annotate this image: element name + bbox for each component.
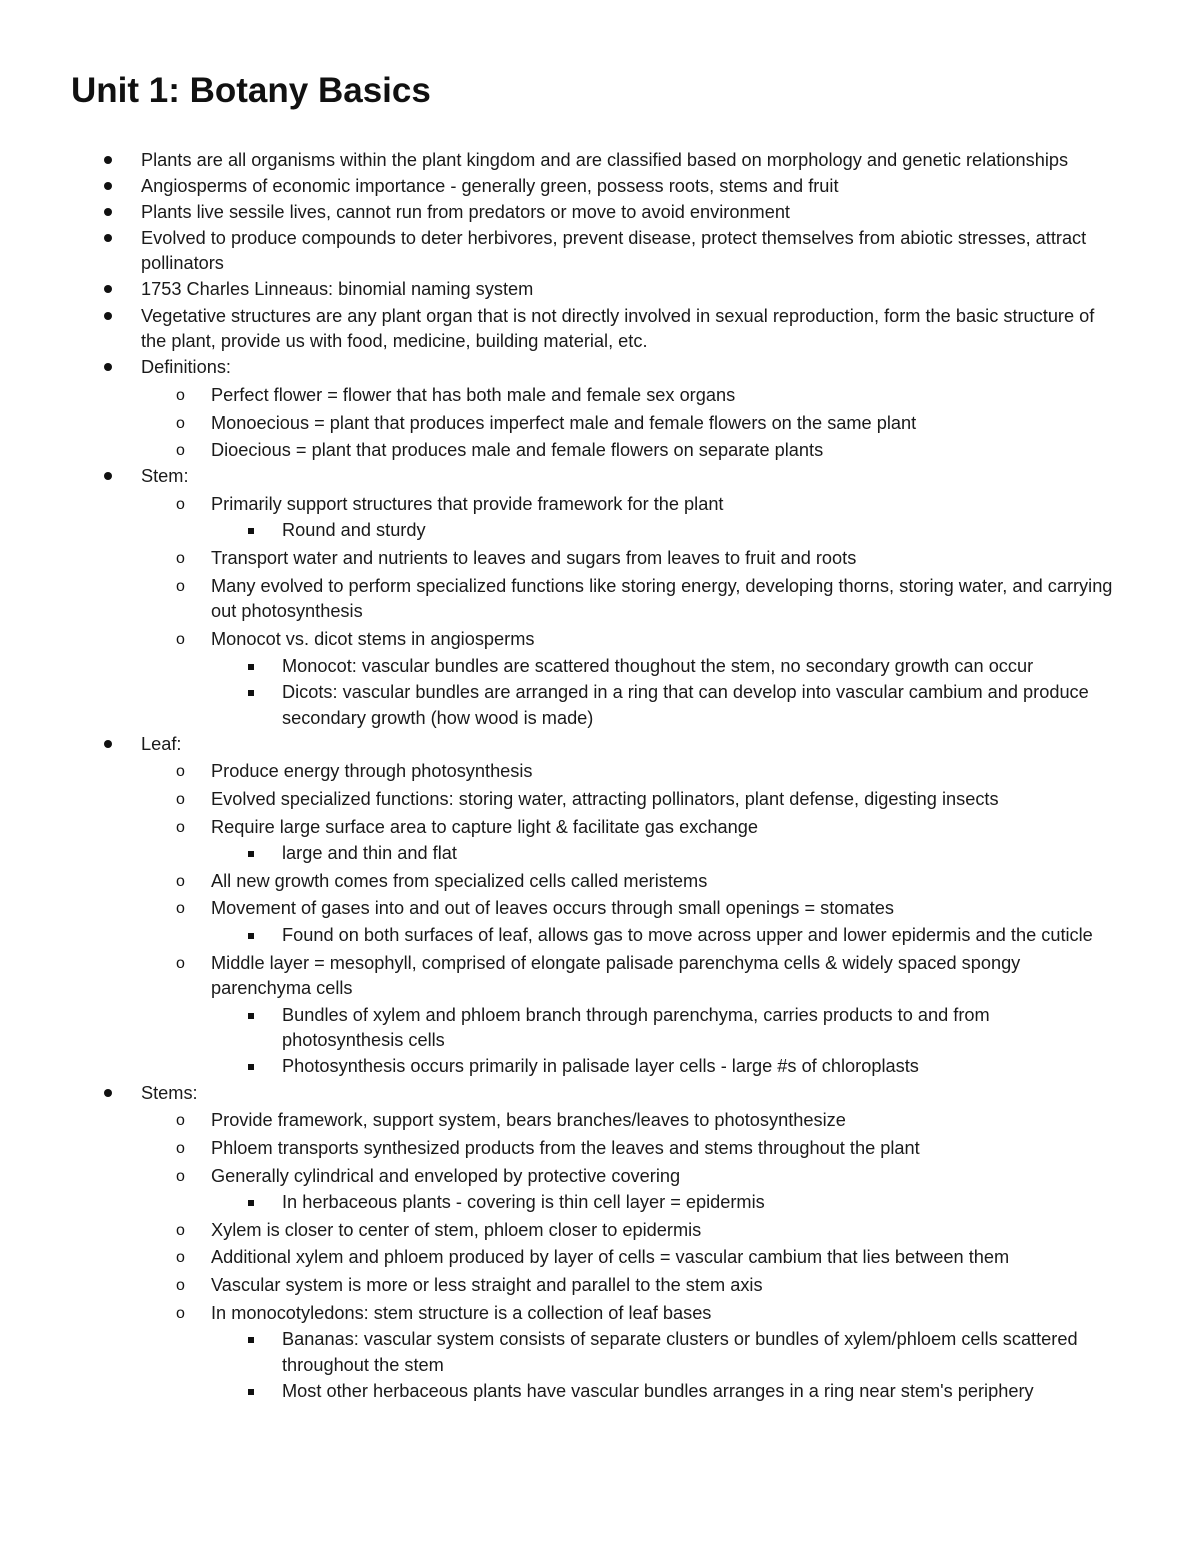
note-item-level-2 — [0, 815, 1200, 841]
filled-circle-bullet-icon — [104, 148, 114, 174]
hollow-circle-bullet-icon: o — [176, 442, 185, 460]
note-text: Round and sturdy — [282, 520, 426, 541]
note-item-level-2 — [0, 1164, 1200, 1190]
note-item-level-3 — [0, 1054, 1200, 1080]
hollow-circle-bullet-icon: o — [176, 954, 185, 972]
note-text: Plants live sessile lives, cannot run from predators or move to avoid environment — [141, 201, 790, 222]
note-item-level-1 — [0, 1081, 1200, 1107]
note-text: Bundles of xylem and phloem branch through parenchyma, carries products to and from photosynthesis cells — [282, 1004, 990, 1051]
note-item-level-3 — [0, 1003, 1200, 1054]
filled-circle-bullet-icon — [104, 464, 114, 490]
note-text: Require large surface area to capture light & facilitate gas exchange — [211, 816, 758, 837]
hollow-circle-bullet-icon: o — [176, 631, 185, 649]
note-item-level-2 — [0, 546, 1200, 572]
note-item-level-2 — [0, 759, 1200, 785]
hollow-circle-bullet-icon: o — [176, 1139, 185, 1157]
note-item-level-3 — [0, 1190, 1200, 1216]
note-text: Leaf: — [141, 733, 182, 754]
note-text: Phloem transports synthesized products from the leaves and stems throughout the plant — [211, 1137, 920, 1158]
hollow-circle-bullet-icon: o — [176, 763, 185, 781]
square-bullet-icon — [248, 1003, 258, 1029]
note-item-level-3 — [0, 654, 1200, 680]
note-text: Dioecious = plant that produces male and female flowers on separate plants — [211, 440, 824, 461]
page-title: Unit 1: Botany Basics — [71, 71, 431, 110]
note-text: Transport water and nutrients to leaves and sugars from leaves to fruit and roots — [211, 548, 857, 569]
note-item-level-2 — [0, 574, 1200, 625]
note-text: Vascular system is more or less straight and parallel to the stem axis — [211, 1275, 763, 1296]
square-bullet-icon — [248, 923, 258, 949]
note-text: In monocotyledons: stem structure is a collection of leaf bases — [211, 1302, 712, 1323]
hollow-circle-bullet-icon: o — [176, 818, 185, 836]
note-item-level-1 — [0, 732, 1200, 758]
note-text: Stems: — [141, 1082, 198, 1103]
note-text: Most other herbaceous plants have vascular bundles arranges in a ring near stem's periphery — [282, 1381, 1034, 1402]
square-bullet-icon — [248, 518, 258, 544]
hollow-circle-bullet-icon: o — [176, 1167, 185, 1185]
square-bullet-icon — [248, 841, 258, 867]
note-item-level-1 — [0, 277, 1200, 303]
note-text: Additional xylem and phloem produced by layer of cells = vascular cambium that lies between them — [211, 1247, 1010, 1268]
note-item-level-1 — [0, 464, 1200, 490]
note-item-level-2 — [0, 411, 1200, 437]
note-item-level-3 — [0, 680, 1200, 731]
hollow-circle-bullet-icon: o — [176, 900, 185, 918]
filled-circle-bullet-icon — [104, 355, 114, 381]
note-text: Many evolved to perform specialized functions like storing energy, developing thorns, storing water, and carrying out photosynthesis — [211, 575, 1113, 622]
hollow-circle-bullet-icon: o — [176, 386, 185, 404]
note-text: Generally cylindrical and enveloped by protective covering — [211, 1165, 681, 1186]
note-item-level-2 — [0, 1136, 1200, 1162]
square-bullet-icon — [248, 654, 258, 680]
note-text: Monocot: vascular bundles are scattered thoughout the stem, no secondary growth can occur — [282, 655, 1034, 676]
note-item-level-3 — [0, 1327, 1200, 1378]
note-text: In herbaceous plants - covering is thin cell layer = epidermis — [282, 1192, 765, 1213]
note-item-level-2 — [0, 787, 1200, 813]
hollow-circle-bullet-icon: o — [176, 1221, 185, 1239]
note-text: Perfect flower = flower that has both male and female sex organs — [211, 384, 736, 405]
note-item-level-3 — [0, 841, 1200, 867]
note-item-level-2 — [0, 869, 1200, 895]
hollow-circle-bullet-icon: o — [176, 1304, 185, 1322]
filled-circle-bullet-icon — [104, 304, 114, 330]
note-text: Evolved to produce compounds to deter herbivores, prevent disease, protect themselves from abiotic stresses, attract pollinators — [141, 227, 1087, 274]
note-text: Dicots: vascular bundles are arranged in a ring that can develop into vascular cambium and produce secondary growth (how wood is made) — [282, 681, 1089, 728]
note-item-level-1 — [0, 226, 1200, 277]
note-item-level-2 — [0, 951, 1200, 1002]
note-text: Definitions: — [141, 357, 231, 378]
note-item-level-1 — [0, 174, 1200, 200]
note-item-level-3 — [0, 1379, 1200, 1405]
note-text: Middle layer = mesophyll, comprised of elongate palisade parenchyma cells & widely spaced spongy parenchyma cells — [211, 952, 1021, 999]
note-item-level-1 — [0, 148, 1200, 174]
note-item-level-1 — [0, 304, 1200, 355]
filled-circle-bullet-icon — [104, 200, 114, 226]
note-item-level-2 — [0, 896, 1200, 922]
square-bullet-icon — [248, 680, 258, 706]
note-text: Movement of gases into and out of leaves occurs through small openings = stomates — [211, 898, 894, 919]
note-text: Stem: — [141, 466, 189, 487]
note-item-level-2 — [0, 438, 1200, 464]
note-text: Vegetative structures are any plant organ that is not directly involved in sexual reproduction, form the basic structure of the plant, provide us with food, medicine, building material, etc. — [141, 305, 1095, 352]
hollow-circle-bullet-icon: o — [176, 414, 185, 432]
note-text: Monoecious = plant that produces imperfect male and female flowers on the same plant — [211, 412, 917, 433]
hollow-circle-bullet-icon: o — [176, 550, 185, 568]
hollow-circle-bullet-icon: o — [176, 790, 185, 808]
filled-circle-bullet-icon — [104, 226, 114, 252]
filled-circle-bullet-icon — [104, 1081, 114, 1107]
note-item-level-3 — [0, 518, 1200, 544]
note-text: large and thin and flat — [282, 843, 457, 864]
filled-circle-bullet-icon — [104, 277, 114, 303]
note-item-level-1 — [0, 355, 1200, 381]
note-text: Plants are all organisms within the plant kingdom and are classified based on morphology and genetic relationships — [141, 149, 1069, 170]
note-item-level-2 — [0, 492, 1200, 518]
note-item-level-2 — [0, 383, 1200, 409]
note-text: Found on both surfaces of leaf, allows gas to move across upper and lower epidermis and the cuticle — [282, 924, 1093, 945]
hollow-circle-bullet-icon: o — [176, 1249, 185, 1267]
note-item-level-2 — [0, 1273, 1200, 1299]
note-text: Provide framework, support system, bears branches/leaves to photosynthesize — [211, 1110, 846, 1131]
note-item-level-2 — [0, 1301, 1200, 1327]
hollow-circle-bullet-icon: o — [176, 577, 185, 595]
filled-circle-bullet-icon — [104, 174, 114, 200]
note-item-level-2 — [0, 627, 1200, 653]
filled-circle-bullet-icon — [104, 732, 114, 758]
note-text: Angiosperms of economic importance - generally green, possess roots, stems and fruit — [141, 175, 839, 196]
hollow-circle-bullet-icon: o — [176, 872, 185, 890]
note-text: Monocot vs. dicot stems in angiosperms — [211, 629, 535, 650]
note-text: 1753 Charles Linneaus: binomial naming system — [141, 279, 534, 300]
hollow-circle-bullet-icon: o — [176, 1112, 185, 1130]
notes-list — [0, 147, 1200, 1405]
hollow-circle-bullet-icon: o — [176, 1277, 185, 1295]
note-text: Photosynthesis occurs primarily in palisade layer cells - large #s of chloroplasts — [282, 1056, 919, 1077]
note-item-level-2 — [0, 1218, 1200, 1244]
hollow-circle-bullet-icon: o — [176, 496, 185, 514]
note-item-level-2 — [0, 1245, 1200, 1271]
note-text: Xylem is closer to center of stem, phloem closer to epidermis — [211, 1219, 702, 1240]
note-item-level-2 — [0, 1108, 1200, 1134]
note-text: Produce energy through photosynthesis — [211, 761, 533, 782]
note-text: Primarily support structures that provide framework for the plant — [211, 494, 724, 515]
square-bullet-icon — [248, 1054, 258, 1080]
note-text: Bananas: vascular system consists of separate clusters or bundles of xylem/phloem cells scattered throughout the stem — [282, 1329, 1078, 1375]
square-bullet-icon — [248, 1190, 258, 1216]
square-bullet-icon — [248, 1327, 258, 1353]
note-text: All new growth comes from specialized cells called meristems — [211, 870, 708, 891]
note-text: Evolved specialized functions: storing water, attracting pollinators, plant defense, digesting insects — [211, 788, 999, 809]
note-item-level-1 — [0, 200, 1200, 226]
note-item-level-3 — [0, 923, 1200, 949]
square-bullet-icon — [248, 1379, 258, 1405]
